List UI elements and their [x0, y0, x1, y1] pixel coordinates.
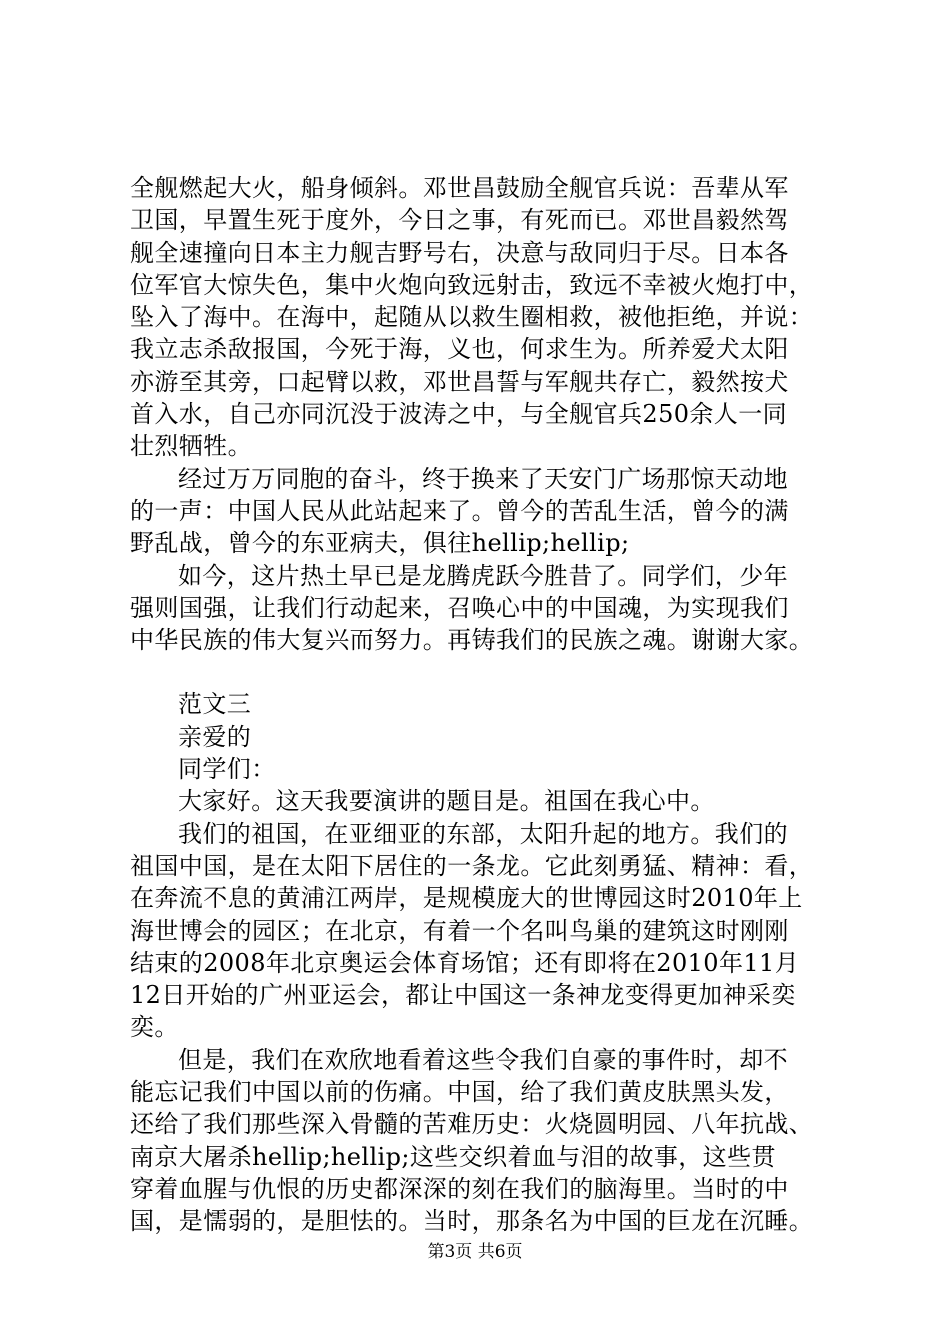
text-line: 同学们： — [178, 755, 276, 784]
text-line: 全舰燃起大火，船身倾斜。邓世昌鼓励全舰官兵说：吾辈从军 — [130, 174, 789, 202]
paragraph — [130, 463, 830, 560]
paragraph — [130, 753, 830, 785]
text-line: 壮烈牺牲。 — [130, 432, 252, 461]
paragraph — [130, 818, 830, 1044]
text-line: 我们的祖国，在亚细亚的东部，太阳升起的地方。我们的 — [178, 819, 788, 848]
text-line: 结束的2008年北京奥运会体育场馆；还有即将在2010年11月 — [130, 948, 800, 977]
text-line: 祖国中国，是在太阳下居住的一条龙。它此刻勇猛、精神：看， — [130, 851, 814, 880]
text-line: 亦游至其旁，口起臂以救，邓世昌誓与军舰共存亡，毅然按犬 — [130, 367, 789, 396]
text-line: 亲爱的 — [178, 722, 252, 751]
text-line: 我立志杀敌报国，今死于海，义也，何求生为。所养爱犬太阳 — [130, 335, 789, 364]
paragraph — [130, 560, 830, 657]
paragraph — [130, 172, 830, 463]
text-line: 强则国强，让我们行动起来，召唤心中的中国魂，为实现我们 — [130, 593, 789, 622]
text-line: 卫国，早置生死于度外，今日之事，有死而已。邓世昌毅然驾 — [130, 206, 789, 235]
text-line: 12日开始的广州亚运会，都让中国这一条神龙变得更加神采奕 — [130, 981, 796, 1010]
text-line: 还给了我们那些深入骨髓的苦难历史：火烧圆明园、八年抗战、 — [130, 1110, 814, 1139]
paragraph — [130, 721, 830, 753]
text-line: 坠入了海中。在海中，起随从以救生圈相救，被他拒绝，并说： — [130, 303, 814, 332]
page-footer: 第3页 共6页 — [427, 1242, 523, 1262]
text-line: 南京大屠杀hellip;hellip;这些交织着血与泪的故事，这些贯 — [130, 1142, 776, 1171]
paragraph-gap — [130, 656, 830, 688]
text-line: 穿着血腥与仇恨的历史都深深的刻在我们的脑海里。当时的中 — [130, 1174, 789, 1203]
paragraph — [130, 785, 830, 817]
paragraph — [130, 1044, 830, 1238]
body-text — [130, 172, 830, 1238]
text-line: 大家好。这天我要演讲的题目是。祖国在我心中。 — [178, 787, 715, 816]
text-line: 在奔流不息的黄浦江两岸，是规模庞大的世博园这时2010年上 — [130, 884, 803, 913]
text-line: 但是，我们在欢欣地看着这些令我们自豪的事件时，却不 — [178, 1045, 788, 1074]
text-line: 中华民族的伟大复兴而努力。再铸我们的民族之魂。谢谢大家。 — [130, 626, 814, 655]
text-line: 能忘记我们中国以前的伤痛。中国，给了我们黄皮肤黑头发， — [130, 1078, 789, 1107]
text-line: 经过万万同胞的奋斗，终于换来了天安门广场那惊天动地 — [178, 464, 788, 493]
text-line: 海世博会的园区；在北京，有着一个名叫鸟巢的建筑这时刚刚 — [130, 916, 789, 945]
text-line: 的一声：中国人民从此站起来了。曾今的苦乱生活，曾今的满 — [130, 496, 789, 525]
text-line: 国，是懦弱的，是胆怯的。当时，那条名为中国的巨龙在沉睡。 — [130, 1207, 814, 1236]
text-line: 如今，这片热土早已是龙腾虎跃今胜昔了。同学们，少年 — [178, 561, 788, 590]
text-line: 野乱战，曾今的东亚病夫，俱往hellip;hellip; — [130, 529, 630, 558]
text-line: 舰全速撞向日本主力舰吉野号右，决意与敌同归于尽。日本各 — [130, 238, 789, 267]
text-line: 位军官大惊失色，集中火炮向致远射击，致远不幸被火炮打中， — [130, 270, 814, 299]
text-line: 范文三 — [178, 690, 252, 719]
paragraph — [130, 688, 830, 720]
text-line: 首入水，自己亦同沉没于波涛之中，与全舰官兵250余人一同 — [130, 400, 788, 429]
text-line: 奕。 — [130, 1013, 179, 1042]
